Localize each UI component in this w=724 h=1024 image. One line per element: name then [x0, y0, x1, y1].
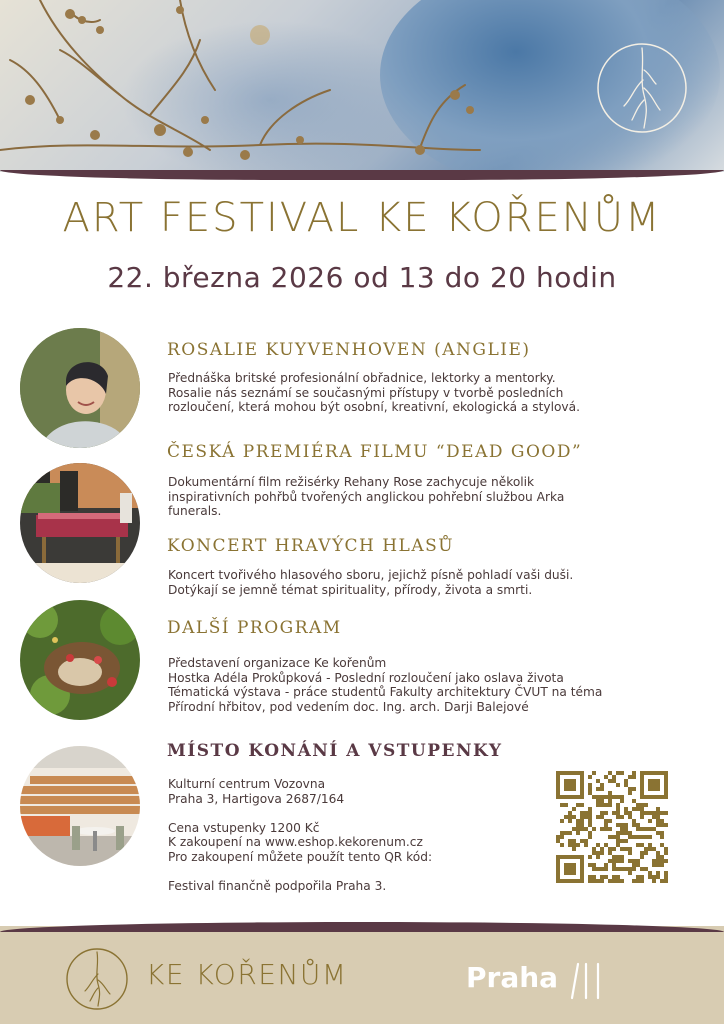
section-text-film: Dokumentární film režisérky Rehany Rose zachycuje několik inspirativních pohřbů tvořených anglickou pohřební službou Arka funerals. [168, 475, 565, 519]
root-logo-icon [64, 946, 130, 1012]
hero-image [0, 0, 724, 172]
section-text-rosalie: Přednáška britské profesionální obřadnice, lektorky a mentorky. Rosalie nás seznámí se současnými přístupy v tvorbě posledních rozloučení, která mohou být osobní, kreativní, ekologická a stylová. [168, 371, 580, 415]
section-text-venue: Kulturní centrum Vozovna Praha 3, Hartigova 2687/164 Cena vstupenky 1200 Kč K zakoupení na www.eshop.kekorenum.cz Pro zakoupení můžete použít tento QR kód: Festival finančně podpořila Praha 3. [168, 777, 433, 894]
film-still-photo [20, 463, 140, 583]
section-heading-venue: MÍSTO KONÁNÍ A VSTUPENKY [167, 741, 503, 761]
speaker-photo [20, 328, 140, 448]
festival-date: 22. března 2026 od 13 do 20 hodin [107, 261, 617, 294]
top-divider [0, 170, 724, 180]
section-heading-concert: KONCERT HRAVÝCH HLASŮ [167, 536, 455, 556]
section-heading-program: DALŠÍ PROGRAM [167, 618, 342, 638]
section-heading-film: ČESKÁ PREMIÉRA FILMU “DEAD GOOD” [167, 442, 583, 462]
root-logo-icon [594, 40, 690, 136]
footer-brand: KE KOŘENŮM [146, 958, 348, 991]
praha-logo-text: Praha [466, 961, 559, 994]
bottom-divider [0, 922, 724, 932]
venue-photo [20, 746, 140, 866]
praha-logo-icon [566, 960, 606, 1000]
festival-title: ART FESTIVAL KE KOŘENŮM [62, 195, 662, 241]
burial-ground-photo [20, 600, 140, 720]
ticket-qr-code[interactable] [556, 771, 668, 883]
section-text-program: Představení organizace Ke kořenům Hostka Adéla Prokůpková - Poslední rozloučení jako oslava života Tématická výstava - práce studentů Fakulty architektury ČVUT na téma Přírodní hřbitov, pod vedením doc. Ing. arch. Darji Balejové [168, 656, 603, 714]
section-heading-rosalie: ROSALIE KUYVENHOVEN (ANGLIE) [167, 340, 531, 360]
section-text-concert: Koncert tvořivého hlasového sboru, jejichž písně pohladí vaši duši. Dotýkají se jemně témat spirituality, přírody, života a smrti. [168, 568, 574, 597]
